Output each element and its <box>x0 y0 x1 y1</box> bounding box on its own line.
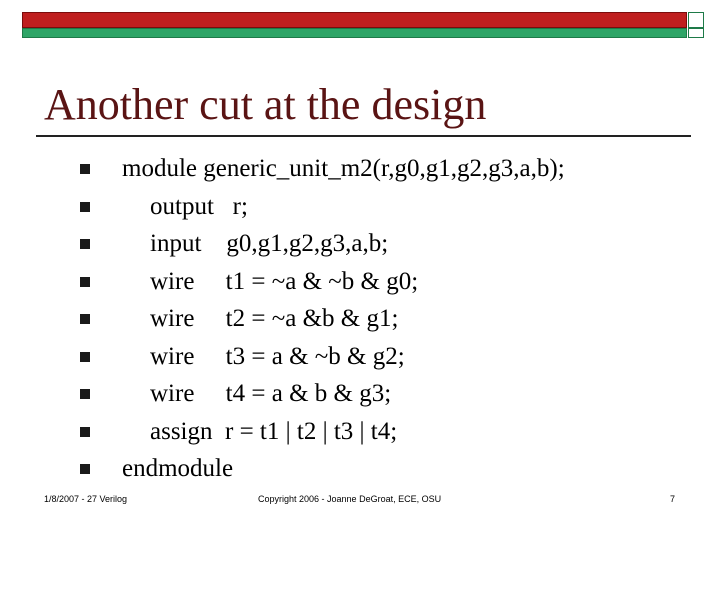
code-line <box>80 263 700 301</box>
square-bullet-icon <box>80 464 90 474</box>
code-line <box>80 300 700 338</box>
code-line <box>80 450 700 488</box>
square-bullet-icon <box>80 277 90 287</box>
page-number: 7 <box>670 494 676 504</box>
square-bullet-icon <box>80 314 90 324</box>
square-bullet-icon <box>80 202 90 212</box>
code-line <box>80 338 700 376</box>
title-divider <box>36 135 691 137</box>
footer-copyright: Copyright 2006 - Joanne DeGroat, ECE, OSU <box>258 494 442 504</box>
code-line-text: wire t4 = a & b & g3; <box>150 380 392 407</box>
square-bullet-icon <box>80 389 90 399</box>
header-square-top <box>688 12 704 28</box>
code-line-text: input g0,g1,g2,g3,a,b; <box>150 230 389 257</box>
code-line-text: wire t3 = a & ~b & g2; <box>150 342 405 370</box>
header-green-bar <box>22 28 687 38</box>
code-line <box>80 150 700 188</box>
code-line-text: endmodule <box>122 455 234 482</box>
code-line-text: output r; <box>150 192 248 220</box>
code-line-text: assign r = t1 | t2 | t3 | t4; <box>150 417 398 445</box>
slide-title: Another cut at the design <box>44 80 487 129</box>
square-bullet-icon <box>80 352 90 362</box>
code-line-text: wire t1 = ~a & ~b & g0; <box>150 267 419 295</box>
code-line <box>80 375 700 413</box>
code-line-text: module generic_unit_m2(r,g0,g1,g2,g3,a,b); <box>122 155 565 182</box>
code-listing <box>80 150 700 488</box>
square-bullet-icon <box>80 164 90 174</box>
footer-date: 1/8/2007 - 27 Verilog <box>44 494 128 504</box>
code-line <box>80 225 700 263</box>
header-square-bottom <box>688 28 704 38</box>
header-red-bar <box>22 12 687 28</box>
code-line <box>80 188 700 226</box>
square-bullet-icon <box>80 427 90 437</box>
code-line-text: wire t2 = ~a &b & g1; <box>150 305 399 332</box>
code-line <box>80 413 700 451</box>
square-bullet-icon <box>80 239 90 249</box>
